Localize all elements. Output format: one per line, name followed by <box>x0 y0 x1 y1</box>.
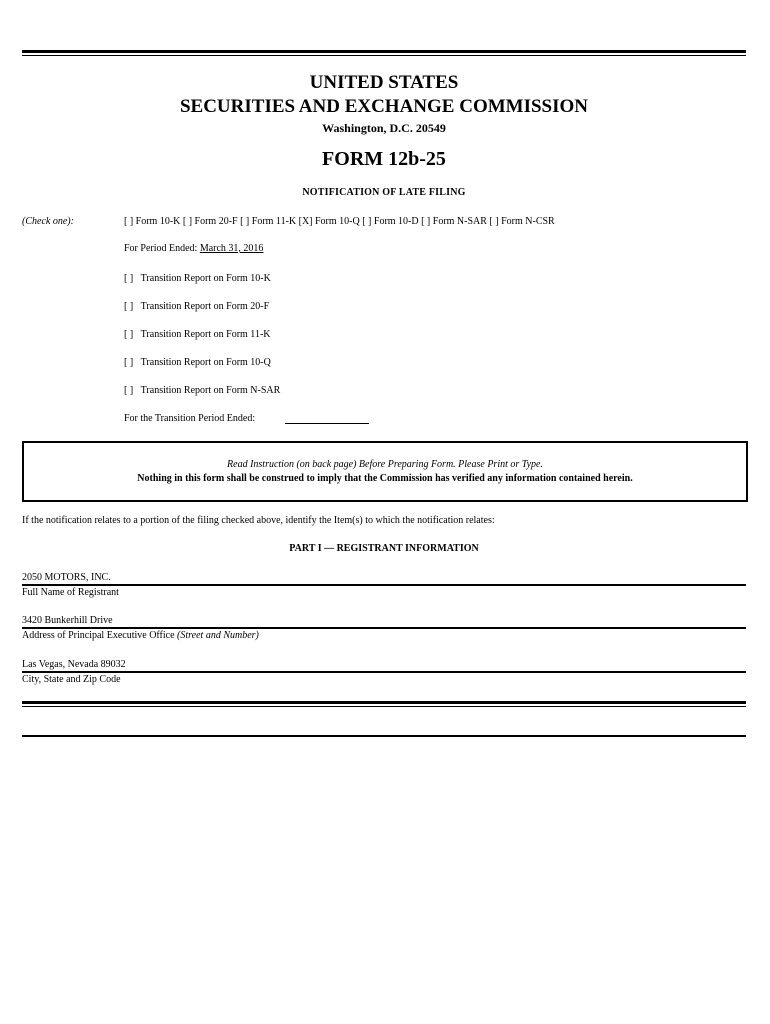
city-state-zip-label: City, State and Zip Code <box>22 674 121 685</box>
top-rule-thin <box>22 55 746 56</box>
registrant-name-value: 2050 MOTORS, INC. <box>22 572 111 583</box>
part-1-title: PART I — REGISTRANT INFORMATION <box>289 543 479 554</box>
instruction-line-2: Nothing in this form shall be construed to imply that the Commission has verified any information contained herein. <box>137 473 633 484</box>
portion-note: If the notification relates to a portion of the filing checked above, identify the Item(s) to which the notification relates: <box>22 515 495 526</box>
transition-row <box>124 273 271 284</box>
transition-checkbox: [ ] <box>124 301 134 312</box>
bottom-rule-thin <box>22 706 746 707</box>
transition-checkbox: [ ] <box>124 329 134 340</box>
agency-city: Washington, D.C. 20549 <box>322 121 446 135</box>
transition-label: Transition Report on Form 10-K <box>140 273 271 284</box>
transition-row <box>124 301 269 312</box>
address-label-suffix: (Street and Number) <box>177 630 259 641</box>
agency-line-2: SECURITIES AND EXCHANGE COMMISSION <box>179 96 589 117</box>
transition-period-label: For the Transition Period Ended: <box>124 413 256 424</box>
field-rule <box>22 627 746 629</box>
bottom-rule-thick <box>22 701 746 704</box>
transition-label: Transition Report on Form N-SAR <box>140 385 281 396</box>
page-end-rule <box>22 735 746 737</box>
transition-period-row <box>124 413 369 424</box>
transition-period-blank <box>285 423 369 424</box>
notification-title: NOTIFICATION OF LATE FILING <box>302 187 466 198</box>
top-rule-thick <box>22 50 746 53</box>
field-rule <box>22 671 746 673</box>
transition-checkbox: [ ] <box>124 357 134 368</box>
registrant-name-label: Full Name of Registrant <box>22 587 119 598</box>
instruction-line-1: Read Instruction (on back page) Before Preparing Form. Please Print or Type. <box>227 459 543 470</box>
transition-label: Transition Report on Form 20-F <box>140 301 270 312</box>
transition-row <box>124 329 271 340</box>
transition-label: Transition Report on Form 11-K <box>140 329 271 340</box>
instruction-box <box>22 441 748 502</box>
transition-checkbox: [ ] <box>124 385 134 396</box>
period-ended-label: For Period Ended: <box>124 243 198 254</box>
period-ended-value: March 31, 2016 <box>199 243 264 254</box>
transition-label: Transition Report on Form 10-Q <box>140 357 271 368</box>
address-value: 3420 Bunkerhill Drive <box>22 615 113 626</box>
address-label-row <box>22 630 259 641</box>
period-ended-row <box>124 243 263 254</box>
form-title: FORM 12b-25 <box>322 148 446 170</box>
agency-line-1: UNITED STATES <box>309 72 459 93</box>
transition-checkbox: [ ] <box>124 273 134 284</box>
transition-row <box>124 385 280 396</box>
form-type-options: [ ] Form 10-K [ ] Form 20-F [ ] Form 11-K [X] Form 10-Q [ ] Form 10-D [ ] Form N-SAR [ ] Form N-CSR <box>124 216 555 227</box>
transition-row <box>124 357 271 368</box>
check-one-label: (Check one): <box>22 216 74 227</box>
field-rule <box>22 584 746 586</box>
address-label: Address of Principal Executive Office <box>22 630 175 641</box>
city-state-zip-value: Las Vegas, Nevada 89032 <box>22 659 126 670</box>
